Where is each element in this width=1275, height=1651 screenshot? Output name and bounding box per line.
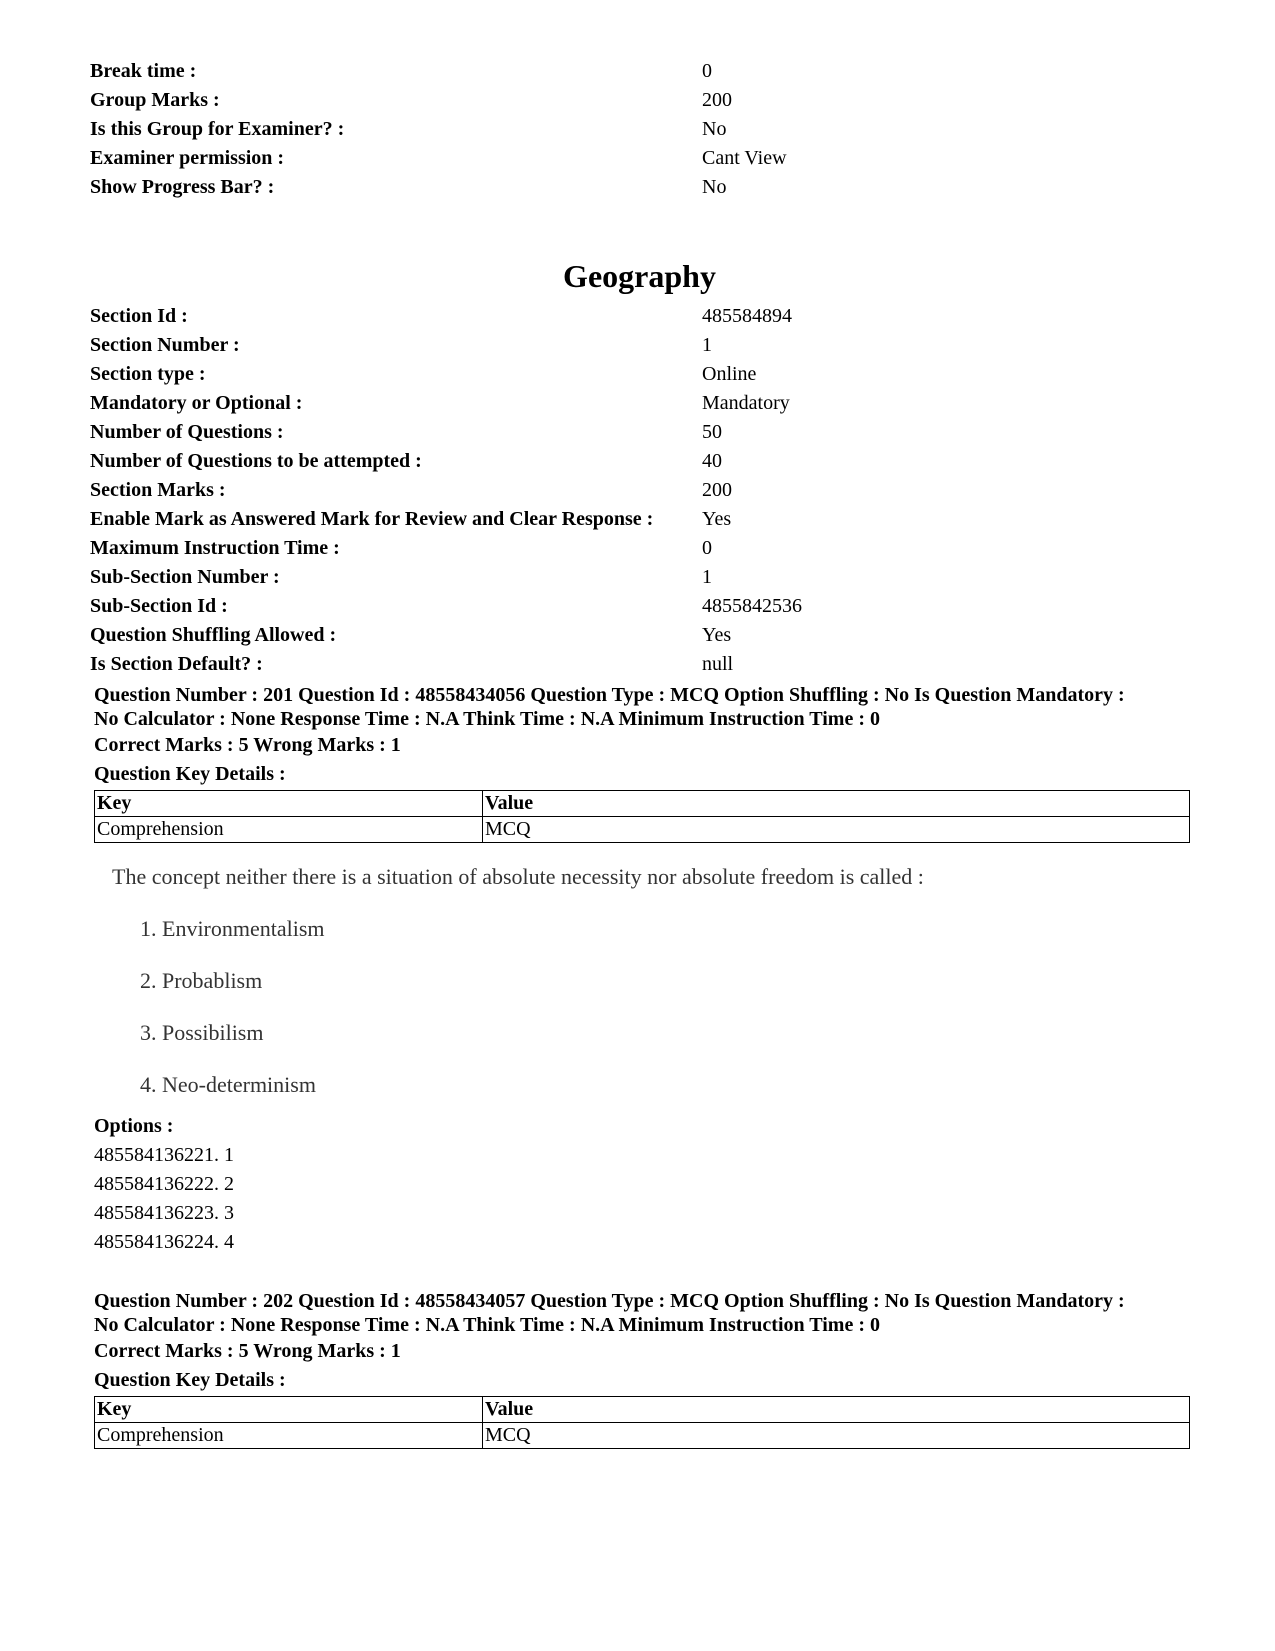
section-row (90, 360, 1190, 389)
section-label: Mandatory or Optional : (90, 392, 303, 414)
key-table-header-value: Value (483, 1397, 1190, 1423)
key-table-header-row (95, 1397, 1190, 1423)
question-key-label: Question Key Details : (94, 1369, 286, 1391)
section-value: Yes (702, 624, 732, 646)
key-table-header-key: Key (95, 1397, 483, 1423)
key-table-header-row (95, 791, 1190, 817)
section-value: 50 (702, 421, 722, 443)
question-marks: Correct Marks : 5 Wrong Marks : 1 (94, 734, 401, 756)
group-label: Examiner permission : (90, 147, 285, 169)
question-choice: 2. Probablism (140, 968, 263, 993)
section-row (90, 476, 1190, 505)
section-label: Section type : (90, 363, 206, 385)
section-row (90, 447, 1190, 476)
question-header (94, 683, 1194, 731)
option-item: 485584136224. 4 (94, 1231, 234, 1253)
group-info (90, 57, 1190, 202)
group-label: Show Progress Bar? : (90, 176, 275, 198)
question-choice: 1. Environmentalism (140, 916, 325, 941)
section-row (90, 563, 1190, 592)
key-table-cell-value: MCQ (483, 1423, 1190, 1449)
section-info (90, 302, 1190, 679)
question-201 (94, 683, 1194, 843)
group-row-progress-bar (90, 173, 1190, 202)
section-label: Number of Questions : (90, 421, 284, 443)
group-label: Break time : (90, 60, 197, 82)
option-item: 485584136221. 1 (94, 1144, 234, 1166)
key-table-cell-key: Comprehension (95, 1423, 483, 1449)
section-label: Section Marks : (90, 479, 226, 501)
section-label: Section Number : (90, 334, 240, 356)
section-value: Mandatory (702, 392, 790, 414)
question-header-line2: No Calculator : None Response Time : N.A Think Time : N.A Minimum Instruction Time : 0 (94, 1314, 880, 1336)
section-row (90, 331, 1190, 360)
question-header-line1: Question Number : 202 Question Id : 48558434057 Question Type : MCQ Option Shuffling : No Is Question Mandatory : (94, 1290, 1125, 1312)
section-row (90, 592, 1190, 621)
section-label: Section Id : (90, 305, 188, 327)
section-value: 0 (702, 537, 712, 559)
section-row (90, 650, 1190, 679)
section-value: 1 (702, 566, 712, 588)
section-label: Sub-Section Id : (90, 595, 228, 617)
option-item: 485584136223. 3 (94, 1202, 234, 1224)
section-title-text: Geography (563, 258, 716, 294)
key-table-header-key: Key (95, 791, 483, 817)
key-table-cell-key: Comprehension (95, 817, 483, 843)
key-table-header-value: Value (483, 791, 1190, 817)
section-value: Yes (702, 508, 732, 530)
question-key-table (94, 1396, 1190, 1449)
section-value: 40 (702, 450, 722, 472)
question-202 (94, 1289, 1194, 1449)
option-item: 485584136222. 2 (94, 1173, 234, 1195)
section-row (90, 621, 1190, 650)
question-key-table (94, 790, 1190, 843)
group-label: Is this Group for Examiner? : (90, 118, 345, 140)
section-value: 485584894 (702, 305, 792, 327)
group-value: No (702, 118, 727, 140)
question-marks: Correct Marks : 5 Wrong Marks : 1 (94, 1340, 401, 1362)
section-title (0, 258, 1275, 295)
section-row (90, 389, 1190, 418)
section-value: 4855842536 (702, 595, 802, 617)
question-stem: The concept neither there is a situation of absolute necessity nor absolute freedom is called : (112, 864, 924, 889)
options-label: Options : (94, 1115, 174, 1137)
question-header (94, 1289, 1194, 1337)
section-value: 1 (702, 334, 712, 356)
section-value: 200 (702, 479, 732, 501)
question-options (94, 1111, 234, 1257)
key-table-cell-value: MCQ (483, 817, 1190, 843)
section-value: null (702, 653, 734, 675)
question-header-line1: Question Number : 201 Question Id : 48558434056 Question Type : MCQ Option Shuffling : No Is Question Mandatory : (94, 684, 1125, 706)
section-value: Online (702, 363, 757, 385)
section-label: Number of Questions to be attempted : (90, 450, 422, 472)
question-choice: 3. Possibilism (140, 1020, 264, 1045)
section-label: Question Shuffling Allowed : (90, 624, 337, 646)
section-label: Enable Mark as Answered Mark for Review and Clear Response : (90, 508, 654, 530)
section-row (90, 418, 1190, 447)
question-key-label: Question Key Details : (94, 763, 286, 785)
section-row (90, 302, 1190, 331)
section-row (90, 534, 1190, 563)
section-label: Maximum Instruction Time : (90, 537, 340, 559)
group-row-examiner (90, 115, 1190, 144)
section-label: Is Section Default? : (90, 653, 263, 675)
section-row (90, 505, 1190, 534)
key-table-row (95, 817, 1190, 843)
group-row-examiner-permission (90, 144, 1190, 173)
group-label: Group Marks : (90, 89, 220, 111)
section-label: Sub-Section Number : (90, 566, 280, 588)
question-choice: 4. Neo-determinism (140, 1072, 316, 1097)
group-value: No (702, 176, 727, 198)
group-value: 0 (702, 60, 712, 82)
group-row-group-marks (90, 86, 1190, 115)
group-row-break-time (90, 57, 1190, 86)
group-value: 200 (702, 89, 732, 111)
key-table-row (95, 1423, 1190, 1449)
question-header-line2: No Calculator : None Response Time : N.A Think Time : N.A Minimum Instruction Time : 0 (94, 708, 880, 730)
group-value: Cant View (702, 147, 787, 169)
